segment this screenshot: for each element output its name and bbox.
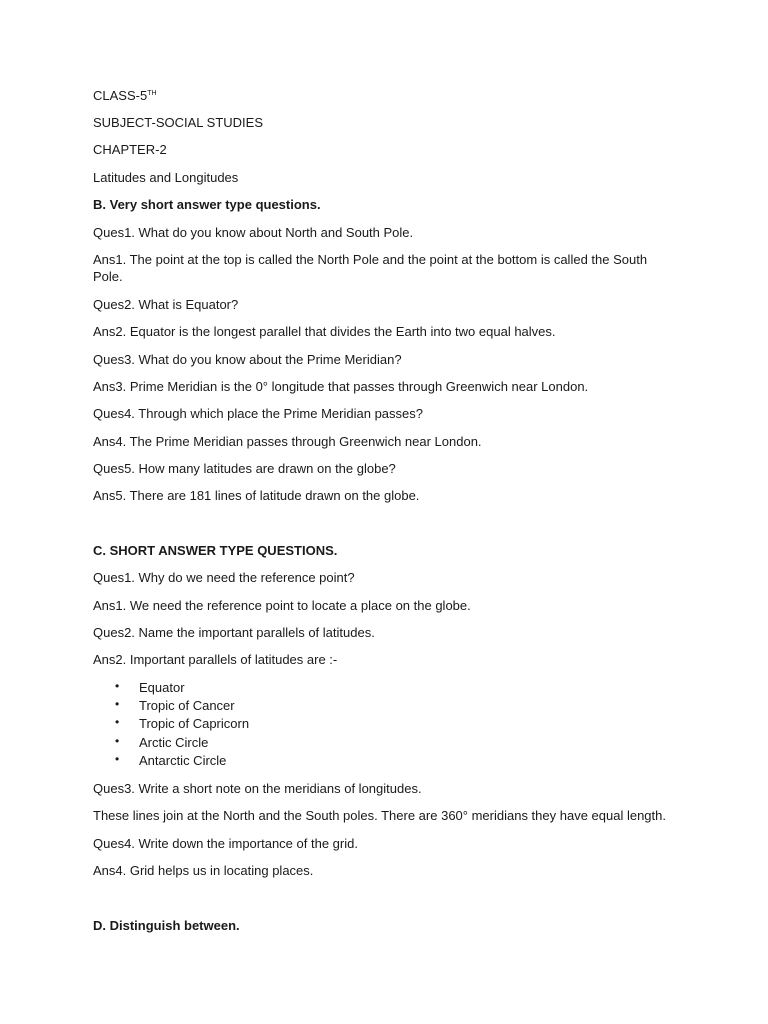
list-item-text: Tropic of Cancer xyxy=(139,698,235,713)
section-b-question: Ques2. What is Equator? xyxy=(93,297,239,312)
section-b-answer: Ans1. The point at the top is called the North Pole and the point at the bottom is called the South Pole. xyxy=(93,252,648,284)
section-d-heading: D. Distinguish between. xyxy=(93,918,240,933)
class-label: CLASS-5 xyxy=(93,88,148,103)
section-b-heading: B. Very short answer type questions. xyxy=(93,197,321,212)
list-item-text: Equator xyxy=(139,680,185,695)
topic-heading: Latitudes and Longitudes xyxy=(93,170,239,185)
class-suffix: TH xyxy=(147,90,157,97)
section-c-heading: C. SHORT ANSWER TYPE QUESTIONS. xyxy=(93,543,338,558)
section-b-question: Ques1. What do you know about North and South Pole. xyxy=(93,225,414,240)
chapter-heading: CHAPTER-2 xyxy=(93,142,167,157)
bullet-marker: • xyxy=(115,697,120,711)
section-b-question: Ques4. Through which place the Prime Meridian passes? xyxy=(93,406,423,421)
document-page xyxy=(93,0,693,1024)
section-c-answer: Ans2. Important parallels of latitudes are :- xyxy=(93,652,338,667)
section-c-answer: Ans4. Grid helps us in locating places. xyxy=(93,863,314,878)
list-item-text: Antarctic Circle xyxy=(139,753,227,768)
list-item-text: Tropic of Capricorn xyxy=(139,716,250,731)
section-c-question: Ques4. Write down the importance of the grid. xyxy=(93,836,358,851)
section-b-answer: Ans3. Prime Meridian is the 0° longitude that passes through Greenwich near London. xyxy=(93,379,589,394)
section-b-question: Ques5. How many latitudes are drawn on the globe? xyxy=(93,461,396,476)
bullet-marker: • xyxy=(115,734,120,748)
section-c-answer: These lines join at the North and the South poles. There are 360° meridians they have equal length. xyxy=(93,808,666,823)
section-b-answer: Ans2. Equator is the longest parallel that divides the Earth into two equal halves. xyxy=(93,324,556,339)
list-item-text: Arctic Circle xyxy=(139,735,209,750)
section-c-answer: Ans1. We need the reference point to locate a place on the globe. xyxy=(93,598,471,613)
section-b-answer: Ans5. There are 181 lines of latitude drawn on the globe. xyxy=(93,488,420,503)
subject-heading: SUBJECT-SOCIAL STUDIES xyxy=(93,115,263,130)
section-c-question: Ques2. Name the important parallels of latitudes. xyxy=(93,625,375,640)
class-heading xyxy=(93,87,673,104)
section-c-question: Ques3. Write a short note on the meridians of longitudes. xyxy=(93,781,422,796)
section-b-answer: Ans4. The Prime Meridian passes through Greenwich near London. xyxy=(93,434,482,449)
section-c-question: Ques1. Why do we need the reference point? xyxy=(93,570,355,585)
bullet-marker: • xyxy=(115,752,120,766)
bullet-marker: • xyxy=(115,715,120,729)
section-b-question: Ques3. What do you know about the Prime Meridian? xyxy=(93,352,402,367)
bullet-marker: • xyxy=(115,679,120,693)
